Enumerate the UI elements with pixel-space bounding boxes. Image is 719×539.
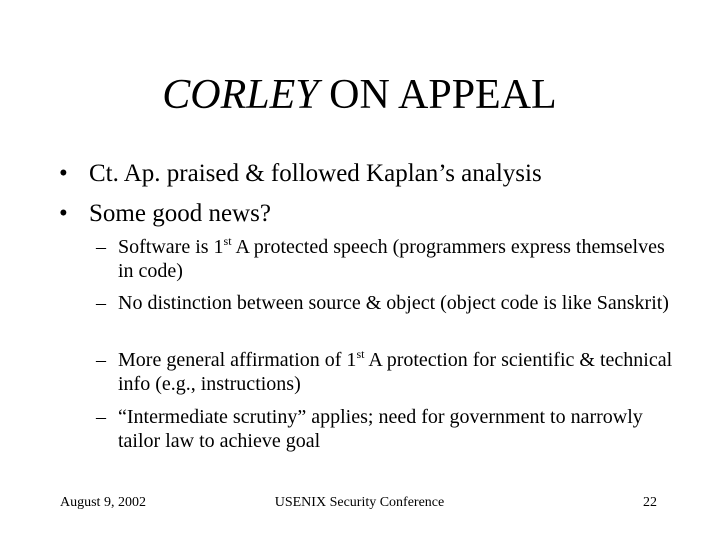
sub-text-part: More general affirmation of 1 <box>118 349 357 371</box>
sub-bullet-text <box>118 348 678 396</box>
sub-bullet-marker: – <box>96 236 106 258</box>
sub-bullet-marker: – <box>96 406 106 428</box>
sub-text-part: Software is 1 <box>118 236 224 258</box>
sub-bullet-marker: – <box>96 349 106 371</box>
sub-text-part: “Intermediate scrutiny” applies; need for government to narrowly tailor law to achieve goal <box>118 406 643 452</box>
sub-bullet-text <box>118 235 678 283</box>
title-rest: ON APPEAL <box>318 72 557 118</box>
sub-text-part: A protected speech (programmers express themselves in code) <box>118 236 665 282</box>
bullet-marker: • <box>59 200 68 227</box>
footer-conference: USENIX Security Conference <box>274 495 445 510</box>
bullet-text: Some good news? <box>89 200 271 227</box>
footer-date: August 9, 2002 <box>60 495 146 510</box>
title-italic: CORLEY <box>162 72 319 118</box>
sub-bullet-text <box>118 291 678 315</box>
sub-bullet-marker: – <box>96 292 106 314</box>
footer-page-number: 22 <box>643 495 657 510</box>
bullet-text: Ct. Ap. praised & followed Kaplan’s analysis <box>89 160 542 187</box>
sub-text-part: No distinction between source & object (object code is like Sanskrit) <box>118 292 669 314</box>
bullet-marker: • <box>59 160 68 187</box>
ordinal-superscript: st <box>356 347 365 361</box>
sub-text-part: A protection for scientific & technical info (e.g., instructions) <box>118 349 673 395</box>
slide-title <box>0 70 719 120</box>
sub-bullet-text <box>118 405 678 453</box>
ordinal-superscript: st <box>223 234 232 248</box>
